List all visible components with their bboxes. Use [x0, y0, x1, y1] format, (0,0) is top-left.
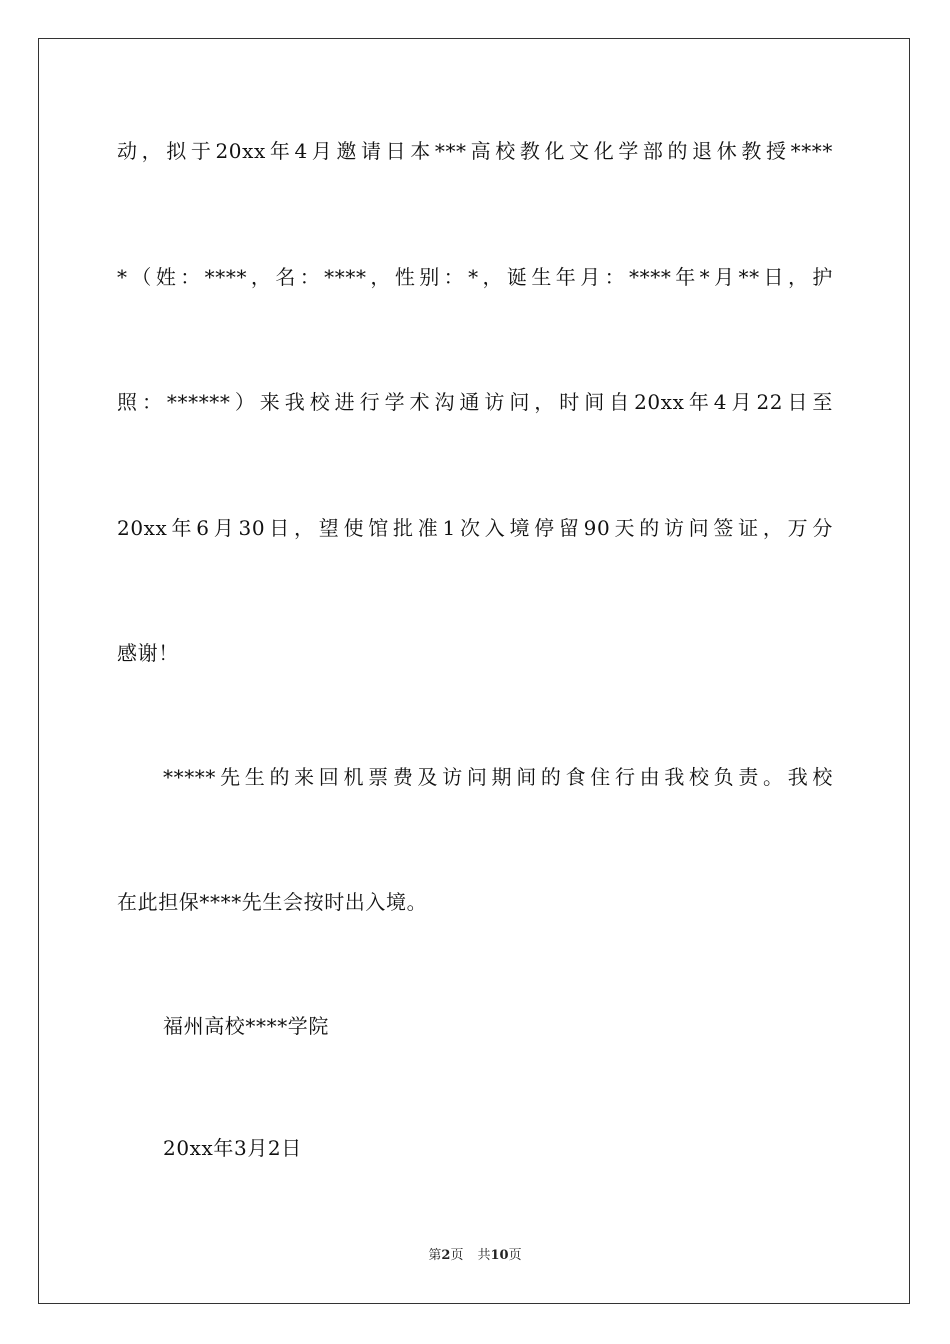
body-line-5: 感谢！ — [117, 641, 179, 665]
signature-date: 20xx年3月2日 — [163, 1136, 302, 1160]
footer-total-pages: 10 — [490, 1248, 509, 1263]
footer-total-suffix: 页 — [508, 1248, 522, 1263]
body-paragraph-2-line-1: *****先生的来回机票费及访问期间的食住行由我校负责。我校 — [163, 765, 833, 789]
signature-institution: 福州高校****学院 — [163, 1014, 329, 1038]
footer-prefix: 第 — [428, 1248, 442, 1263]
page-footer — [0, 1247, 950, 1265]
page-border — [38, 38, 910, 1304]
body-line-2: *（姓：****，名：****，性别：*，诞生年月：****年*月**日，护 — [117, 265, 833, 289]
body-paragraph-2-line-2: 在此担保****先生会按时出入境。 — [117, 890, 428, 914]
footer-page-number: 2 — [441, 1248, 451, 1263]
footer-page-suffix: 页 — [450, 1248, 464, 1263]
body-line-1: 动，拟于20xx年4月邀请日本***高校教化文化学部的退休教授**** — [117, 139, 833, 163]
body-line-3: 照：******）来我校进行学术沟通访问，时间自20xx年4月22日至 — [117, 390, 833, 414]
footer-total-prefix: 共 — [477, 1248, 491, 1263]
body-line-4: 20xx年6月30日，望使馆批准1次入境停留90天的访问签证，万分 — [117, 516, 833, 540]
